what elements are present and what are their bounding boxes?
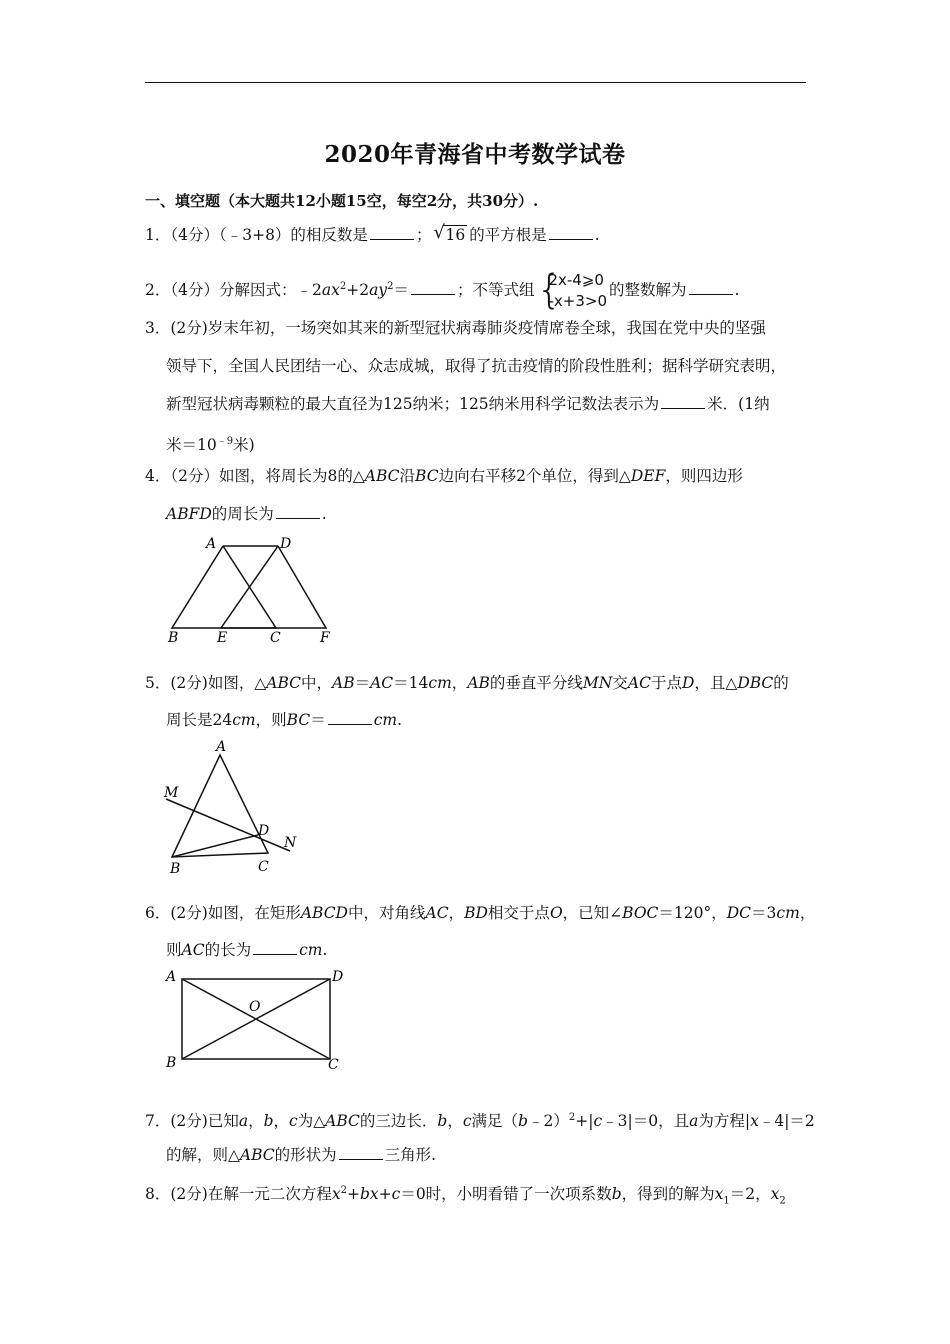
label-f: F [320,630,330,646]
question-7-line-1: 7．(2分)已知a，b，c为△ABC的三边长．b，c满足（b﹣2）$^2$+|c﹣3|＝0，且a为方程|x﹣4|＝2 [145,1112,815,1131]
answer-blank[interactable] [339,1145,383,1160]
answer-blank[interactable] [253,940,297,955]
figure-triangle-bisector [160,735,310,880]
question-3-line-1: 3．(2分)岁末年初，一场突如其来的新型冠状病毒肺炎疫情席卷全球，我国在党中央的坚强 [145,319,766,337]
question-3-line-4: 米$=10^{﹣9}$米) [166,436,255,455]
label-c: C [328,1057,339,1073]
answer-blank[interactable] [549,225,593,240]
question-3-line-3: 新型冠状病毒颗粒的最大直径为125纳米；125纳米用科学记数法表示为 米．(1纳 [166,395,770,413]
label-o: O [249,999,261,1015]
triangle-def [221,546,326,628]
label-c: C [270,630,281,646]
answer-blank[interactable] [276,504,320,519]
figure-translation [160,530,360,648]
question-1: 1．（4分）（﹣3+8）的相反数是 ； √ 16 的平方根是 . [145,222,600,244]
label-b: B [166,1055,177,1071]
label-a: A [216,739,227,755]
question-6-line-2: 则AC的长为 cm. [166,941,328,959]
paper-title: 2020年青海省中考数学试卷 [324,141,626,168]
label-n: N [284,835,297,851]
header-rule [145,82,806,83]
label-e: E [217,630,228,646]
question-5-line-1: 5．(2分)如图，△ABC中，AB＝AC＝14cm，AB的垂直平分线MN交AC于点D，且△DBC的 [145,674,789,692]
answer-blank[interactable] [370,225,414,240]
figure-rectangle [160,965,360,1077]
answer-blank[interactable] [661,394,705,409]
answer-blank[interactable] [328,710,372,725]
question-7-line-2: 的解，则△ABC的形状为 三角形. [166,1146,437,1164]
label-a: A [166,969,177,985]
inequality-system: { 2x-4⩾0 -x+3>0 [536,267,607,313]
sqrt-expression: √ 16 [433,222,466,244]
label-d: D [332,969,344,985]
question-8-line-1: 8．(2分)在解一元二次方程$x^2+bx+c=0$时，小明看错了一次项系数b，得到的解为$x_1=2$，$x_2$ [145,1185,786,1207]
label-m: M [164,785,179,801]
question-2: 2．（4分）分解因式：$﹣2ax^2+2ay^2=$ ；不等式组 { 2x-4⩾0 -x+3>0的整数解为 . [145,267,740,313]
question-3-line-2: 领导下，全国人民团结一心、众志成城，取得了抗击疫情的阶段性胜利；据科学研究表明， [166,357,787,375]
section-heading: 一、填空题（本大题共12小题15空，每空2分，共30分）. [145,192,539,210]
triangle-abc [172,546,276,628]
triangle-abc [172,755,268,857]
label-a: A [206,536,217,552]
answer-blank[interactable] [411,280,455,295]
question-4-line-1: 4．（2分）如图，将周长为8的△ABC沿BC边向右平移2个单位，得到△DEF，则四边形 [145,467,743,485]
answer-blank[interactable] [689,280,733,295]
label-b: B [170,861,181,877]
question-5-line-2: 周长是24cm，则BC＝ cm. [166,711,403,729]
label-d: D [258,823,270,839]
question-4-line-2: ABFD的周长为 . [166,505,327,523]
label-d: D [280,536,292,552]
question-6-line-1: 6．(2分)如图，在矩形ABCD中，对角线AC，BD相交于点O，已知∠BOC＝120°，DC＝3cm， [145,904,816,922]
label-c: C [258,859,269,875]
label-b: B [168,630,179,646]
